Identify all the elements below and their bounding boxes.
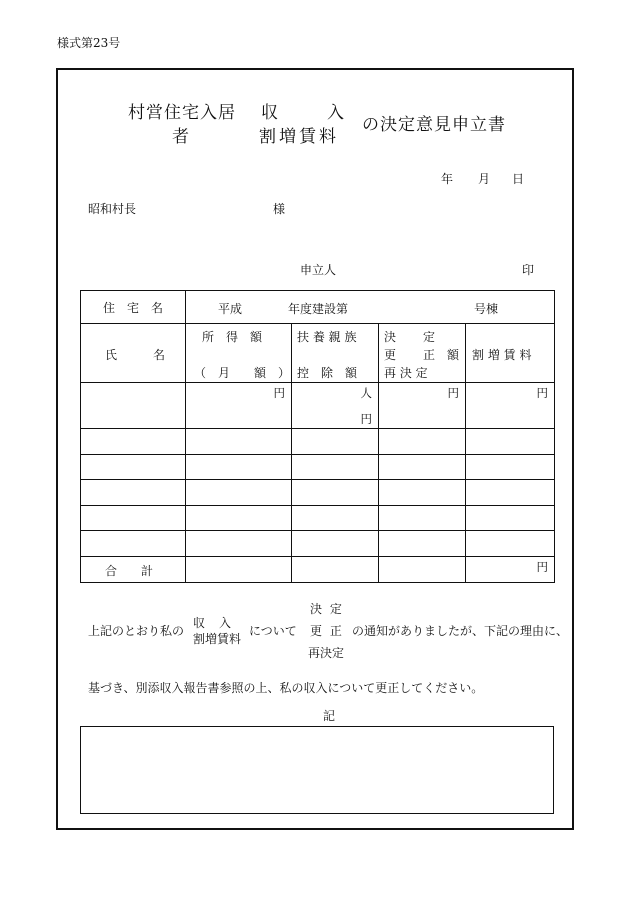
unit-yen: 円 bbox=[536, 559, 548, 574]
address-label: 住 宅 名 bbox=[81, 291, 186, 324]
surcharge-header bbox=[466, 324, 555, 383]
total-dependents-cell bbox=[292, 556, 379, 582]
table-row bbox=[81, 531, 555, 557]
applicant-label: 申立人 bbox=[300, 263, 337, 277]
date-month: 月 bbox=[478, 172, 491, 186]
seal-mark: 印 bbox=[522, 263, 535, 277]
statement-about: について bbox=[249, 624, 297, 638]
decision-l3: 再 決 定 bbox=[384, 366, 428, 380]
unit-yen: 円 bbox=[536, 386, 548, 400]
total-decision-cell bbox=[379, 556, 466, 582]
surcharge-cell[interactable] bbox=[466, 429, 555, 455]
table-row bbox=[81, 383, 555, 429]
name-cell[interactable] bbox=[81, 429, 186, 455]
unit-yen: 円 bbox=[273, 386, 285, 400]
name-label: 氏 名 bbox=[105, 348, 166, 362]
decision-l2a: 更 bbox=[384, 348, 397, 362]
total-row bbox=[81, 556, 555, 582]
option-redecide: 再決定 bbox=[308, 646, 345, 660]
option-correct: 更 正 bbox=[310, 624, 344, 638]
remarks-label: 記 bbox=[323, 709, 336, 723]
addressee-honorific: 様 bbox=[273, 202, 286, 216]
title-part2-top-a: 収 bbox=[261, 103, 279, 123]
date-day: 日 bbox=[512, 172, 525, 186]
decision-cell[interactable] bbox=[379, 480, 466, 506]
header-row bbox=[81, 324, 555, 383]
decision-l2b: 正 額 bbox=[423, 348, 460, 362]
dependents-header bbox=[292, 324, 379, 383]
statement-lead: 上記のとおり私の bbox=[88, 624, 185, 638]
total-income-cell bbox=[186, 556, 292, 582]
dependents-cell[interactable] bbox=[292, 429, 379, 455]
dependents-cell[interactable] bbox=[292, 531, 379, 557]
item-surcharge: 割増賃料 bbox=[193, 632, 242, 646]
name-cell[interactable] bbox=[81, 505, 186, 531]
address-year: 年度建設第 bbox=[288, 302, 349, 316]
surcharge-cell[interactable] bbox=[466, 531, 555, 557]
title-suffix: の決定意見申立書 bbox=[362, 115, 506, 135]
decision-cell[interactable] bbox=[379, 531, 466, 557]
table-row bbox=[81, 429, 555, 455]
table-row bbox=[81, 454, 555, 480]
decision-cell[interactable] bbox=[379, 429, 466, 455]
total-surcharge-cell[interactable] bbox=[466, 556, 555, 582]
unit-person: 人 bbox=[360, 386, 372, 400]
surcharge-cell[interactable] bbox=[466, 454, 555, 480]
addressee-name: 昭和村長 bbox=[88, 202, 137, 216]
income-sub: （ 月 額 ） bbox=[194, 366, 291, 380]
name-cell[interactable] bbox=[81, 480, 186, 506]
income-cell[interactable] bbox=[186, 454, 292, 480]
decision-cell[interactable] bbox=[379, 505, 466, 531]
income-header bbox=[186, 324, 292, 383]
address-value-cell[interactable] bbox=[186, 291, 555, 324]
decision-cell[interactable] bbox=[379, 383, 466, 429]
name-label-cell bbox=[81, 324, 186, 383]
statement-line2: 基づき、別添収入報告書参照の上、私の収入について更正してください。 bbox=[88, 681, 484, 695]
dependents-sub: 控 除 額 bbox=[297, 366, 358, 380]
decision-cell[interactable] bbox=[379, 454, 466, 480]
address-building: 号棟 bbox=[474, 302, 499, 316]
decision-header bbox=[379, 324, 466, 383]
title-part1-bottom: 者 bbox=[172, 127, 190, 147]
name-cell[interactable] bbox=[81, 383, 186, 429]
title-part2-top-b: 入 bbox=[327, 103, 345, 123]
name-cell[interactable] bbox=[81, 454, 186, 480]
address-era: 平成 bbox=[218, 302, 243, 316]
unit-yen: 円 bbox=[360, 412, 372, 426]
title-part1-top: 村営住宅入居 bbox=[128, 103, 236, 123]
decision-l1b: 定 bbox=[423, 330, 436, 344]
dependents-label: 扶 養 親 族 bbox=[297, 330, 357, 344]
income-cell[interactable] bbox=[186, 505, 292, 531]
form-number: 様式第23号 bbox=[57, 36, 121, 50]
table-row bbox=[81, 505, 555, 531]
income-table bbox=[80, 290, 555, 583]
income-cell[interactable] bbox=[186, 383, 292, 429]
unit-yen: 円 bbox=[447, 386, 459, 400]
table-row bbox=[81, 480, 555, 506]
option-decide: 決 定 bbox=[310, 602, 344, 616]
surcharge-label: 割 増 賃 料 bbox=[472, 348, 532, 362]
income-cell[interactable] bbox=[186, 480, 292, 506]
name-cell[interactable] bbox=[81, 531, 186, 557]
income-cell[interactable] bbox=[186, 429, 292, 455]
address-row bbox=[81, 291, 555, 324]
total-label-cell bbox=[81, 556, 186, 582]
dependents-cell[interactable] bbox=[292, 454, 379, 480]
date-year: 年 bbox=[441, 172, 454, 186]
statement-tail: の通知がありましたが、下記の理由に、 bbox=[352, 624, 569, 638]
surcharge-cell[interactable] bbox=[466, 480, 555, 506]
dependents-cell[interactable] bbox=[292, 480, 379, 506]
title-part2-bottom: 割増賃料 bbox=[259, 127, 339, 147]
surcharge-cell[interactable] bbox=[466, 505, 555, 531]
reason-textbox[interactable] bbox=[80, 726, 554, 814]
total-label: 合 計 bbox=[105, 563, 154, 578]
decision-l1a: 決 bbox=[384, 330, 397, 344]
income-cell[interactable] bbox=[186, 531, 292, 557]
dependents-cell[interactable] bbox=[292, 383, 379, 429]
surcharge-cell[interactable] bbox=[466, 383, 555, 429]
income-label: 所 得 額 bbox=[202, 330, 263, 344]
dependents-cell[interactable] bbox=[292, 505, 379, 531]
item-income: 収 入 bbox=[193, 616, 233, 630]
